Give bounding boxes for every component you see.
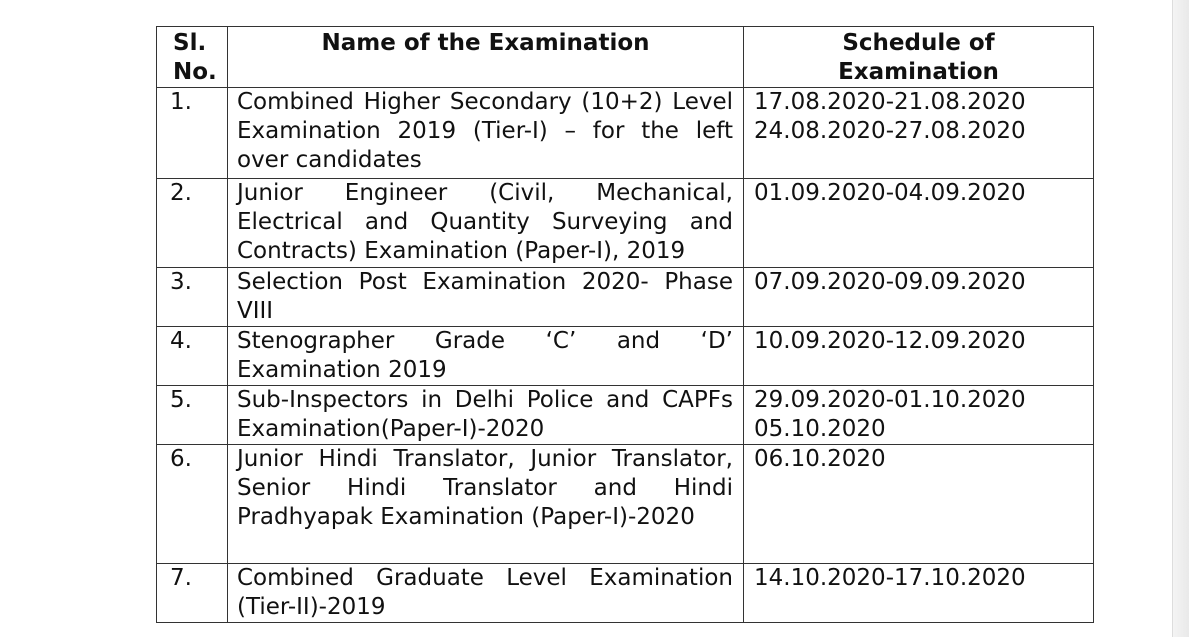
header-row <box>157 27 1094 88</box>
row-exam-name: Junior Engineer (Civil, Mechanical, Electrical and Quantity Surveying and Contracts) Examination (Paper-I), 2019 <box>228 179 744 268</box>
header-schedule <box>744 27 1094 88</box>
header-sl-line2: No. <box>173 59 217 85</box>
header-sl-no <box>157 27 228 88</box>
row-sl-no: 4. <box>157 327 228 386</box>
table-header <box>157 27 1094 88</box>
row-exam-name: Selection Post Examination 2020- Phase VIII <box>228 268 744 327</box>
row-sl-no: 5. <box>157 386 228 445</box>
row-schedule <box>744 179 1094 268</box>
table-row <box>157 88 1094 179</box>
header-exam-name: Name of the Examination <box>228 27 744 88</box>
row-exam-name: Junior Hindi Translator, Junior Translator, Senior Hindi Translator and Hindi Pradhyapak Examination (Paper-I)-2020 <box>228 445 744 564</box>
row-sl-no: 6. <box>157 445 228 564</box>
row-sl-no: 1. <box>157 88 228 179</box>
row-schedule <box>744 268 1094 327</box>
schedule-date: 14.10.2020-17.10.2020 <box>754 565 1026 591</box>
table-row <box>157 564 1094 623</box>
header-schedule-line2: Examination <box>838 59 999 85</box>
row-sl-no: 2. <box>157 179 228 268</box>
header-sl-line1: Sl. <box>173 30 207 56</box>
row-exam-name: Stenographer Grade ‘C’ and ‘D’ Examination 2019 <box>228 327 744 386</box>
schedule-date: 10.09.2020-12.09.2020 <box>754 328 1026 354</box>
schedule-date: 07.09.2020-09.09.2020 <box>754 269 1026 295</box>
header-schedule-line1: Schedule of <box>842 30 995 56</box>
table-row <box>157 386 1094 445</box>
schedule-date: 17.08.2020-21.08.2020 <box>754 89 1026 115</box>
table-row <box>157 268 1094 327</box>
row-exam-name: Combined Higher Secondary (10+2) Level Examination 2019 (Tier-I) – for the left over candidates <box>228 88 744 179</box>
table-body <box>157 88 1094 623</box>
schedule-date: 05.10.2020 <box>754 416 886 442</box>
row-sl-no: 3. <box>157 268 228 327</box>
schedule-date: 24.08.2020-27.08.2020 <box>754 118 1026 144</box>
table-row <box>157 327 1094 386</box>
exam-schedule-table <box>156 26 1094 623</box>
schedule-date: 06.10.2020 <box>754 446 886 472</box>
row-schedule <box>744 445 1094 564</box>
table-row <box>157 445 1094 564</box>
row-schedule <box>744 564 1094 623</box>
row-exam-name: Combined Graduate Level Examination (Tier-II)-2019 <box>228 564 744 623</box>
row-schedule <box>744 386 1094 445</box>
row-schedule <box>744 88 1094 179</box>
schedule-date: 01.09.2020-04.09.2020 <box>754 180 1026 206</box>
row-exam-name: Sub-Inspectors in Delhi Police and CAPFs Examination(Paper-I)-2020 <box>228 386 744 445</box>
row-schedule <box>744 327 1094 386</box>
table-row <box>157 179 1094 268</box>
page-edge <box>1172 0 1189 637</box>
schedule-date: 29.09.2020-01.10.2020 <box>754 387 1026 413</box>
row-sl-no: 7. <box>157 564 228 623</box>
